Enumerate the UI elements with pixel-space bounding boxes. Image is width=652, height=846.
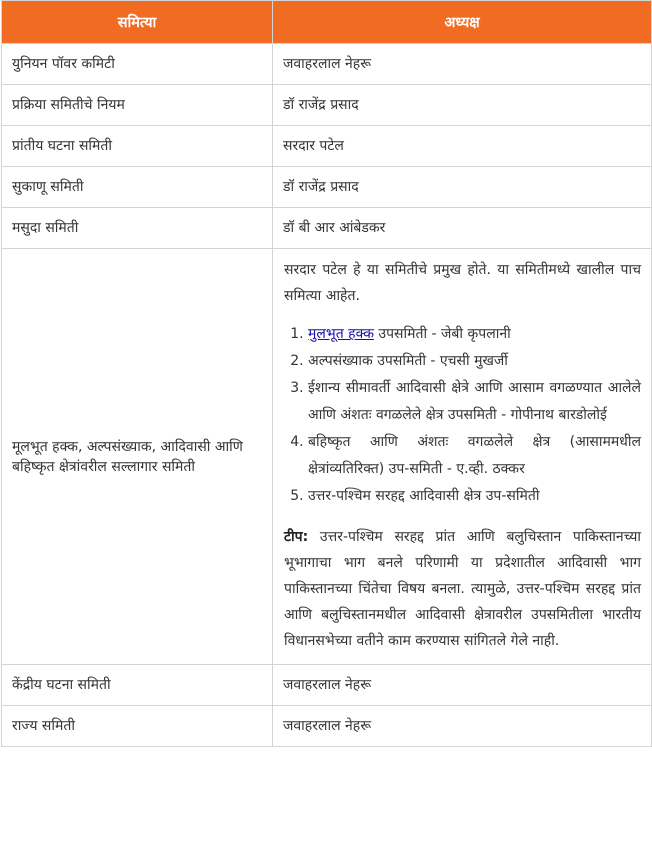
list-item: 5. उत्तर-पश्चिम सरहद्द आदिवासी क्षेत्र उप-समिती <box>308 483 641 510</box>
committee-name: मूलभूत हक्क, अल्पसंख्याक, आदिवासी आणि बहिष्कृत क्षेत्रांवरील सल्लागार समिती <box>2 249 273 665</box>
committee-name: प्रांतीय घटना समिती <box>2 126 273 167</box>
list-item-text: उपसमिती - जेबी कृपलानी <box>373 326 511 342</box>
chairperson: जवाहरलाल नेहरू <box>273 665 652 706</box>
table-row <box>2 126 652 167</box>
table-row <box>2 208 652 249</box>
advisory-intro: सरदार पटेल हे या समितीचे प्रमुख होते. या समितीमध्ये खालील पाच समित्या आहेत. <box>284 262 641 304</box>
note-text: उत्तर-पश्चिम सरहद्द प्रांत आणि बलुचिस्तान पाकिस्तानच्या भूभागाचा भाग बनले परिणामी या प्रदेशातील आदिवासी भाग पाकिस्तानच्या चिंतेचा विषय बनला. त्यामुळे, उत्तर-पश्चिम सरहद्द प्रांत आणि बलुचिस्तानमधील आदिवासी क्षेत्रावरील उपसमितीला भारतीय विधानसभेच्या वतीने काम करण्यास सांगितले गेले नाही. <box>284 529 641 649</box>
table-row-advisory <box>2 249 652 665</box>
chairperson: डॉ बी आर आंबेडकर <box>273 208 652 249</box>
chairperson: डॉ राजेंद्र प्रसाद <box>273 85 652 126</box>
chairperson: जवाहरलाल नेहरू <box>273 44 652 85</box>
fundamental-rights-link[interactable]: मुलभूत हक्क <box>308 326 374 342</box>
committee-name: प्रक्रिया समितीचे नियम <box>2 85 273 126</box>
committee-name: सुकाणू समिती <box>2 167 273 208</box>
table-header-row <box>2 1 652 44</box>
list-item <box>308 321 641 348</box>
committee-name: राज्य समिती <box>2 706 273 747</box>
subcommittee-list <box>284 321 641 510</box>
advisory-description <box>273 249 652 665</box>
header-committees: समित्या <box>2 1 273 44</box>
list-item: 4. बहिष्कृत आणि अंशतः वगळलेले क्षेत्र (आसाममधील क्षेत्रांव्यतिरिक्त) उप-समिती - ए.व्ही. ठक्कर <box>308 429 641 483</box>
table-row <box>2 44 652 85</box>
chairperson: डॉ राजेंद्र प्रसाद <box>273 167 652 208</box>
chairperson: सरदार पटेल <box>273 126 652 167</box>
note-label: टीप: <box>284 529 309 545</box>
committee-table <box>1 0 652 747</box>
header-chairperson: अध्यक्ष <box>273 1 652 44</box>
table-row <box>2 167 652 208</box>
list-item: 3. ईशान्य सीमावर्ती आदिवासी क्षेत्रे आणि आसाम वगळण्यात आलेले आणि अंशतः वगळलेले क्षेत्र उपसमिती - गोपीनाथ बारडोलोई <box>308 375 641 429</box>
committee-name: मसुदा समिती <box>2 208 273 249</box>
table-row <box>2 85 652 126</box>
table-row <box>2 665 652 706</box>
committee-name: युनियन पॉवर कमिटी <box>2 44 273 85</box>
table-row <box>2 706 652 747</box>
chairperson: जवाहरलाल नेहरू <box>273 706 652 747</box>
advisory-note <box>284 524 641 654</box>
list-item: 2. अल्पसंख्याक उपसमिती - एचसी मुखर्जी <box>308 348 641 375</box>
committee-name: केंद्रीय घटना समिती <box>2 665 273 706</box>
